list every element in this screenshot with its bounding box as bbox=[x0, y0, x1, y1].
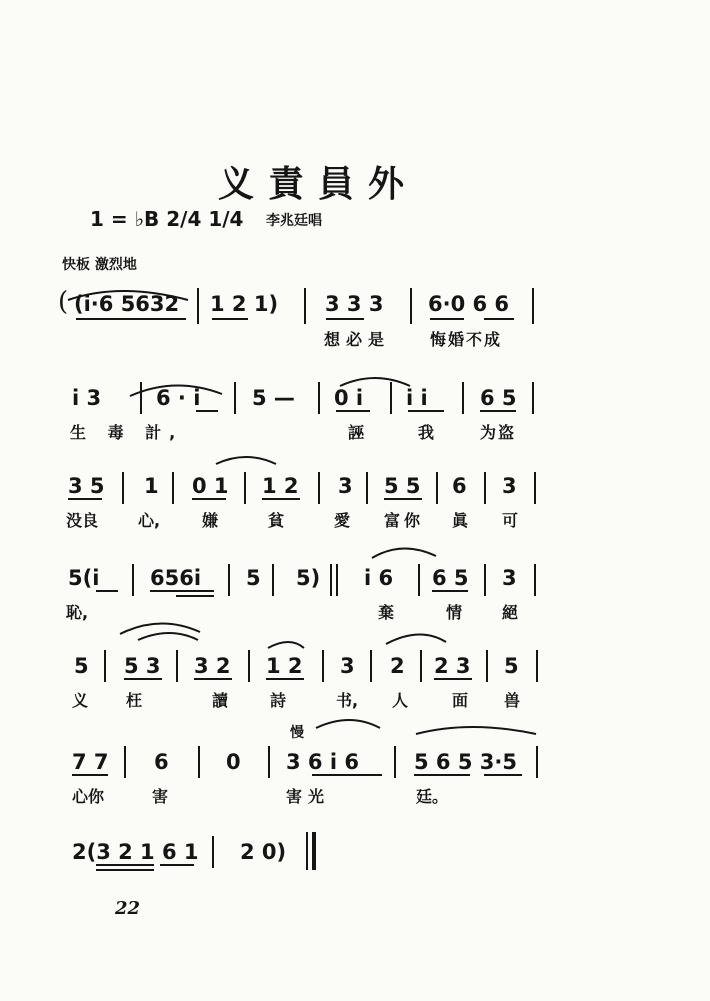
lyric: 眞 bbox=[452, 511, 469, 530]
page-number: 22 bbox=[115, 898, 141, 919]
lyric: 生 毒 計, bbox=[70, 423, 184, 442]
score-page: 义責員外 1 = ♭B 2/4 1/4 李兆廷唱 快板 激烈地 ( (i·6 5632 1 2 1) 3 3 3 6·0 6 6 想必是 悔婚不成 i 3 6 · i 5 — 0 i i i 6 5 生 毒 計, 誣 我 为盗 3 5 1 0 1 1 2 3 5 5 6 3 没良 心, 嫌 貧 愛 富你 眞 可 5(i 656i 5 5) i 6 6 5 3 恥, 棄 情 絕 5 5 3 3 2 1 2 3 2 2 3 5 义 枉 讀 詩 书, 人 面 兽 慢 7 7 6 0 3 6 i 6 5 6 5 3·5 心你 害 害光 廷。 2(3 2 1 6 1 2 0) 22 bbox=[0, 0, 710, 1001]
lyric: 人 bbox=[392, 691, 409, 710]
measure: 0 bbox=[226, 750, 241, 774]
measure: 1 bbox=[144, 474, 159, 498]
tempo-marking: 快板 激烈地 bbox=[62, 257, 137, 273]
lyric: 嫌 bbox=[202, 511, 219, 530]
lyric: 我 bbox=[418, 423, 435, 442]
measure: 1 2 bbox=[262, 474, 299, 498]
measure: 2 0) bbox=[240, 840, 287, 864]
measure: 6 5 bbox=[432, 566, 469, 590]
measure: 6 5 bbox=[480, 386, 517, 410]
lyric: 悔婚不成 bbox=[430, 330, 503, 349]
measure: i 6 bbox=[364, 566, 394, 590]
measure: i 3 bbox=[72, 386, 102, 410]
measure: 3 bbox=[340, 654, 355, 678]
lyric: 枉 bbox=[126, 691, 143, 710]
lyric: 害 bbox=[152, 787, 169, 806]
measure: 2 3 bbox=[434, 654, 471, 678]
measure: 5 — bbox=[252, 386, 295, 410]
lyric: 恥, bbox=[66, 603, 89, 622]
measure: 3 5 bbox=[68, 474, 105, 498]
measure: 6 bbox=[452, 474, 467, 498]
lyric: 没良 bbox=[66, 511, 99, 530]
measure: 3 bbox=[338, 474, 353, 498]
singer-credit: 李兆廷唱 bbox=[266, 213, 322, 229]
lyric: 书, bbox=[336, 691, 359, 710]
measure: 6·0 6 6 bbox=[428, 292, 510, 316]
lyric: 义 bbox=[72, 691, 89, 710]
measure: 7 7 bbox=[72, 750, 109, 774]
measure: 1 2 1) bbox=[210, 292, 279, 316]
slow-marking: 慢 bbox=[290, 725, 304, 741]
lyric: 为盗 bbox=[480, 423, 517, 442]
lyric: 面 bbox=[452, 691, 469, 710]
lyric: 廷。 bbox=[416, 787, 449, 806]
measure: 3 3 3 bbox=[325, 292, 384, 316]
measure: 2(3 2 1 6 1 bbox=[72, 840, 199, 864]
measure: 5 bbox=[74, 654, 89, 678]
lyric: 心, bbox=[138, 511, 161, 530]
measure: 5 5 bbox=[384, 474, 421, 498]
measure: 0 1 bbox=[192, 474, 229, 498]
lyric: 可 bbox=[502, 511, 519, 530]
lyric: 棄 bbox=[378, 603, 395, 622]
measure: 5) bbox=[296, 566, 321, 590]
lyric: 富你 bbox=[384, 511, 425, 530]
lyric: 貧 bbox=[268, 511, 285, 530]
key-signature: 1 = ♭B 2/4 1/4 bbox=[90, 207, 244, 231]
lyric: 心你 bbox=[72, 787, 105, 806]
measure: 3 bbox=[502, 474, 517, 498]
lyric: 兽 bbox=[504, 691, 521, 710]
measure: 656i bbox=[150, 566, 202, 590]
measure: 3 2 bbox=[194, 654, 231, 678]
measure: (i·6 5632 bbox=[74, 292, 180, 316]
measure: 0 i bbox=[334, 386, 364, 410]
lyric: 想必是 bbox=[324, 330, 391, 349]
measure: 6 bbox=[154, 750, 169, 774]
measure: 5(i bbox=[68, 566, 100, 590]
lyric: 誣 bbox=[348, 423, 365, 442]
lyric: 詩 bbox=[270, 691, 287, 710]
song-title: 义責員外 bbox=[218, 163, 419, 205]
measure: 1 2 bbox=[266, 654, 303, 678]
lyric: 讀 bbox=[212, 691, 229, 710]
lyric: 害光 bbox=[286, 787, 331, 806]
measure: 2 bbox=[390, 654, 405, 678]
measure: 5 bbox=[504, 654, 519, 678]
measure: 3 bbox=[502, 566, 517, 590]
lyric: 愛 bbox=[334, 511, 351, 530]
measure: 5 6 5 3·5 bbox=[414, 750, 517, 774]
measure: 5 bbox=[246, 566, 261, 590]
measure: 6 · i bbox=[156, 386, 201, 410]
measure: i i bbox=[406, 386, 428, 410]
measure: 5 3 bbox=[124, 654, 161, 678]
measure: 3 6 i 6 bbox=[286, 750, 359, 774]
lyric: 情 bbox=[446, 603, 463, 622]
lyric: 絕 bbox=[502, 603, 519, 622]
